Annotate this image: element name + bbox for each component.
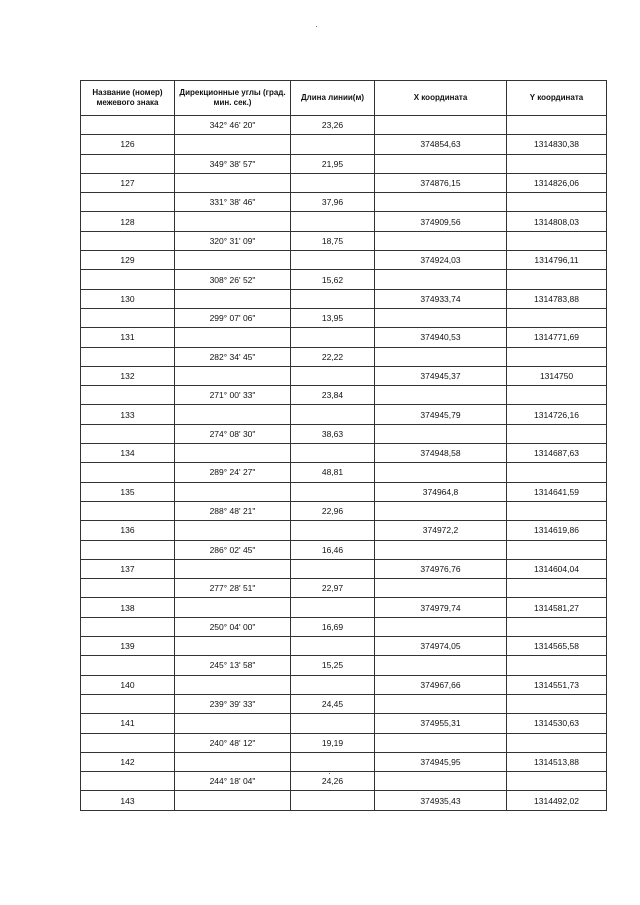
header-line-length: Длина линии(м) <box>291 81 375 116</box>
cell-y-coordinate <box>507 270 607 289</box>
cell-x-coordinate <box>375 154 507 173</box>
cell-line-length: 15,62 <box>291 270 375 289</box>
cell-y-coordinate <box>507 424 607 443</box>
cell-line-length: 23,26 <box>291 116 375 135</box>
cell-x-coordinate: 374924,03 <box>375 251 507 270</box>
table-row <box>81 212 607 231</box>
cell-line-length <box>291 173 375 192</box>
cell-line-length: 48,81 <box>291 463 375 482</box>
table-row <box>81 444 607 463</box>
table-row <box>81 772 607 791</box>
cell-marker-name <box>81 424 175 443</box>
cell-bearing: 299° 07' 06" <box>175 308 291 327</box>
table-row <box>81 173 607 192</box>
cell-marker-name <box>81 617 175 636</box>
cell-bearing <box>175 251 291 270</box>
cell-y-coordinate: 1314619,86 <box>507 521 607 540</box>
cell-x-coordinate: 374967,66 <box>375 675 507 694</box>
cell-line-length <box>291 328 375 347</box>
cell-bearing: 240° 48' 12" <box>175 733 291 752</box>
cell-bearing: 282° 34' 45" <box>175 347 291 366</box>
cell-bearing <box>175 366 291 385</box>
cell-line-length: 22,97 <box>291 579 375 598</box>
cell-line-length: 16,46 <box>291 540 375 559</box>
cell-line-length <box>291 289 375 308</box>
cell-marker-name: 135 <box>81 482 175 501</box>
table-row <box>81 463 607 482</box>
cell-marker-name <box>81 347 175 366</box>
cell-x-coordinate: 374854,63 <box>375 135 507 154</box>
table-row <box>81 579 607 598</box>
cell-line-length <box>291 212 375 231</box>
table-row <box>81 521 607 540</box>
cell-marker-name <box>81 193 175 212</box>
cell-line-length <box>291 791 375 810</box>
cell-line-length: 15,25 <box>291 656 375 675</box>
header-y-coordinate: Y координата <box>507 81 607 116</box>
cell-marker-name: 127 <box>81 173 175 192</box>
cell-bearing <box>175 714 291 733</box>
cell-bearing <box>175 752 291 771</box>
cell-y-coordinate <box>507 347 607 366</box>
table-header-row <box>81 81 607 116</box>
cell-bearing: 250° 04' 00" <box>175 617 291 636</box>
cell-x-coordinate <box>375 733 507 752</box>
cell-line-length <box>291 251 375 270</box>
cell-x-coordinate <box>375 231 507 250</box>
table-row <box>81 231 607 250</box>
cell-y-coordinate: 1314783,88 <box>507 289 607 308</box>
cell-marker-name <box>81 579 175 598</box>
cell-y-coordinate: 1314750 <box>507 366 607 385</box>
cell-y-coordinate: 1314565,58 <box>507 637 607 656</box>
cell-y-coordinate <box>507 231 607 250</box>
cell-line-length <box>291 752 375 771</box>
cell-y-coordinate <box>507 656 607 675</box>
cell-bearing: 245° 13' 58" <box>175 656 291 675</box>
cell-y-coordinate: 1314826,06 <box>507 173 607 192</box>
cell-marker-name <box>81 733 175 752</box>
cell-line-length <box>291 714 375 733</box>
table-row <box>81 308 607 327</box>
cell-x-coordinate <box>375 424 507 443</box>
cell-marker-name <box>81 270 175 289</box>
cell-bearing: 288° 48' 21" <box>175 501 291 520</box>
cell-line-length <box>291 444 375 463</box>
cell-bearing <box>175 444 291 463</box>
cell-marker-name: 134 <box>81 444 175 463</box>
cell-bearing <box>175 791 291 810</box>
cell-x-coordinate <box>375 540 507 559</box>
cell-y-coordinate: 1314513,88 <box>507 752 607 771</box>
cell-x-coordinate <box>375 772 507 791</box>
cell-y-coordinate <box>507 193 607 212</box>
cell-marker-name: 140 <box>81 675 175 694</box>
cell-x-coordinate: 374945,37 <box>375 366 507 385</box>
cell-y-coordinate: 1314530,63 <box>507 714 607 733</box>
cell-marker-name: 131 <box>81 328 175 347</box>
table-row <box>81 501 607 520</box>
cell-line-length: 22,22 <box>291 347 375 366</box>
cell-bearing <box>175 521 291 540</box>
table-row <box>81 675 607 694</box>
cell-line-length: 23,84 <box>291 386 375 405</box>
cell-y-coordinate: 1314808,03 <box>507 212 607 231</box>
cell-x-coordinate: 374955,31 <box>375 714 507 733</box>
cell-line-length: 24,45 <box>291 694 375 713</box>
cell-bearing: 320° 31' 09" <box>175 231 291 250</box>
table-row <box>81 135 607 154</box>
cell-line-length: 13,95 <box>291 308 375 327</box>
cell-y-coordinate <box>507 617 607 636</box>
cell-line-length <box>291 405 375 424</box>
cell-line-length: 22,96 <box>291 501 375 520</box>
cell-line-length <box>291 675 375 694</box>
cell-x-coordinate: 374876,15 <box>375 173 507 192</box>
table-row <box>81 289 607 308</box>
cell-bearing <box>175 212 291 231</box>
cell-x-coordinate <box>375 347 507 366</box>
cell-x-coordinate: 374974,05 <box>375 637 507 656</box>
cell-bearing: 244° 18' 04" <box>175 772 291 791</box>
cell-x-coordinate <box>375 694 507 713</box>
table-row <box>81 154 607 173</box>
cell-x-coordinate <box>375 116 507 135</box>
cell-marker-name <box>81 463 175 482</box>
table-row <box>81 328 607 347</box>
cell-marker-name: 132 <box>81 366 175 385</box>
cell-marker-name: 139 <box>81 637 175 656</box>
cell-line-length <box>291 521 375 540</box>
cell-marker-name <box>81 154 175 173</box>
cell-y-coordinate: 1314830,38 <box>507 135 607 154</box>
cell-x-coordinate: 374964,8 <box>375 482 507 501</box>
cell-marker-name <box>81 116 175 135</box>
cell-bearing: 349° 38' 57" <box>175 154 291 173</box>
cell-line-length: 18,75 <box>291 231 375 250</box>
table-row <box>81 193 607 212</box>
cell-marker-name: 142 <box>81 752 175 771</box>
cell-y-coordinate <box>507 579 607 598</box>
table-row <box>81 559 607 578</box>
cell-x-coordinate: 374948,58 <box>375 444 507 463</box>
table-row <box>81 270 607 289</box>
cell-marker-name: 138 <box>81 598 175 617</box>
cell-y-coordinate: 1314726,16 <box>507 405 607 424</box>
table-row <box>81 347 607 366</box>
cell-bearing: 286° 02' 45" <box>175 540 291 559</box>
cell-line-length <box>291 482 375 501</box>
table-row <box>81 386 607 405</box>
cell-y-coordinate <box>507 540 607 559</box>
cell-marker-name <box>81 656 175 675</box>
table-row <box>81 598 607 617</box>
table-row <box>81 405 607 424</box>
table-row <box>81 366 607 385</box>
cell-y-coordinate <box>507 154 607 173</box>
cell-line-length <box>291 559 375 578</box>
cell-x-coordinate <box>375 579 507 598</box>
cell-bearing: 331° 38' 46" <box>175 193 291 212</box>
header-marker-name: Название (номер) межевого знака <box>81 81 175 116</box>
cell-x-coordinate: 374909,56 <box>375 212 507 231</box>
cell-line-length <box>291 135 375 154</box>
cell-y-coordinate: 1314641,59 <box>507 482 607 501</box>
cell-bearing <box>175 328 291 347</box>
cell-line-length <box>291 598 375 617</box>
boundary-coordinates-table <box>80 80 607 811</box>
cell-bearing <box>175 289 291 308</box>
cell-bearing <box>175 135 291 154</box>
table-row <box>81 752 607 771</box>
cell-bearing: 277° 28' 51" <box>175 579 291 598</box>
cell-x-coordinate: 374972,2 <box>375 521 507 540</box>
cell-bearing <box>175 173 291 192</box>
cell-line-length: 19,19 <box>291 733 375 752</box>
cell-marker-name: 130 <box>81 289 175 308</box>
cell-marker-name: 141 <box>81 714 175 733</box>
cell-x-coordinate: 374940,53 <box>375 328 507 347</box>
table-row <box>81 714 607 733</box>
cell-bearing: 308° 26' 52" <box>175 270 291 289</box>
cell-bearing <box>175 405 291 424</box>
header-x-coordinate: X координата <box>375 81 507 116</box>
cell-bearing: 239° 39' 33" <box>175 694 291 713</box>
cell-y-coordinate: 1314581,27 <box>507 598 607 617</box>
cell-y-coordinate <box>507 463 607 482</box>
cell-marker-name <box>81 231 175 250</box>
cell-marker-name: 137 <box>81 559 175 578</box>
cell-line-length: 24,26 <box>291 772 375 791</box>
cell-x-coordinate: 374933,74 <box>375 289 507 308</box>
cell-x-coordinate <box>375 501 507 520</box>
cell-x-coordinate <box>375 656 507 675</box>
table-row <box>81 791 607 810</box>
cell-bearing <box>175 482 291 501</box>
cell-x-coordinate: 374976,76 <box>375 559 507 578</box>
cell-line-length: 37,96 <box>291 193 375 212</box>
table-row <box>81 733 607 752</box>
cell-y-coordinate: 1314551,73 <box>507 675 607 694</box>
cell-bearing <box>175 675 291 694</box>
cell-y-coordinate: 1314796,11 <box>507 251 607 270</box>
cell-marker-name: 136 <box>81 521 175 540</box>
cell-y-coordinate <box>507 386 607 405</box>
cell-x-coordinate <box>375 463 507 482</box>
cell-line-length: 16,69 <box>291 617 375 636</box>
cell-bearing <box>175 598 291 617</box>
cell-x-coordinate <box>375 617 507 636</box>
cell-y-coordinate <box>507 501 607 520</box>
cell-marker-name <box>81 501 175 520</box>
table-row <box>81 482 607 501</box>
cell-y-coordinate: 1314492,02 <box>507 791 607 810</box>
cell-y-coordinate <box>507 308 607 327</box>
table-row <box>81 656 607 675</box>
table-row <box>81 617 607 636</box>
cell-line-length <box>291 366 375 385</box>
cell-x-coordinate <box>375 386 507 405</box>
cell-x-coordinate: 374945,95 <box>375 752 507 771</box>
cell-y-coordinate: 1314771,69 <box>507 328 607 347</box>
cell-y-coordinate <box>507 116 607 135</box>
table-row <box>81 251 607 270</box>
cell-y-coordinate <box>507 733 607 752</box>
cell-y-coordinate <box>507 772 607 791</box>
cell-x-coordinate <box>375 308 507 327</box>
cell-x-coordinate: 374979,74 <box>375 598 507 617</box>
cell-y-coordinate: 1314604,04 <box>507 559 607 578</box>
cell-marker-name <box>81 772 175 791</box>
header-bearing: Дирекционные углы (град. мин. сек.) <box>175 81 291 116</box>
cell-bearing <box>175 559 291 578</box>
cell-marker-name <box>81 540 175 559</box>
cell-marker-name: 143 <box>81 791 175 810</box>
cell-bearing: 271° 00' 33" <box>175 386 291 405</box>
cell-line-length: 38,63 <box>291 424 375 443</box>
cell-x-coordinate <box>375 193 507 212</box>
cell-y-coordinate <box>507 694 607 713</box>
cell-marker-name <box>81 694 175 713</box>
cell-line-length <box>291 637 375 656</box>
cell-marker-name <box>81 386 175 405</box>
cell-marker-name: 133 <box>81 405 175 424</box>
table-row <box>81 694 607 713</box>
cell-marker-name: 128 <box>81 212 175 231</box>
cell-x-coordinate: 374935,43 <box>375 791 507 810</box>
table-row <box>81 116 607 135</box>
table-row <box>81 540 607 559</box>
cell-marker-name: 126 <box>81 135 175 154</box>
cell-bearing: 289° 24' 27" <box>175 463 291 482</box>
scan-speck <box>316 26 317 27</box>
cell-marker-name: 129 <box>81 251 175 270</box>
cell-bearing: 274° 08' 30" <box>175 424 291 443</box>
cell-y-coordinate: 1314687,63 <box>507 444 607 463</box>
cell-bearing: 342° 46' 20" <box>175 116 291 135</box>
cell-line-length: 21,95 <box>291 154 375 173</box>
table-row <box>81 424 607 443</box>
cell-marker-name <box>81 308 175 327</box>
cell-x-coordinate <box>375 270 507 289</box>
table-row <box>81 637 607 656</box>
table-body <box>81 116 607 811</box>
cell-bearing <box>175 637 291 656</box>
cell-x-coordinate: 374945,79 <box>375 405 507 424</box>
